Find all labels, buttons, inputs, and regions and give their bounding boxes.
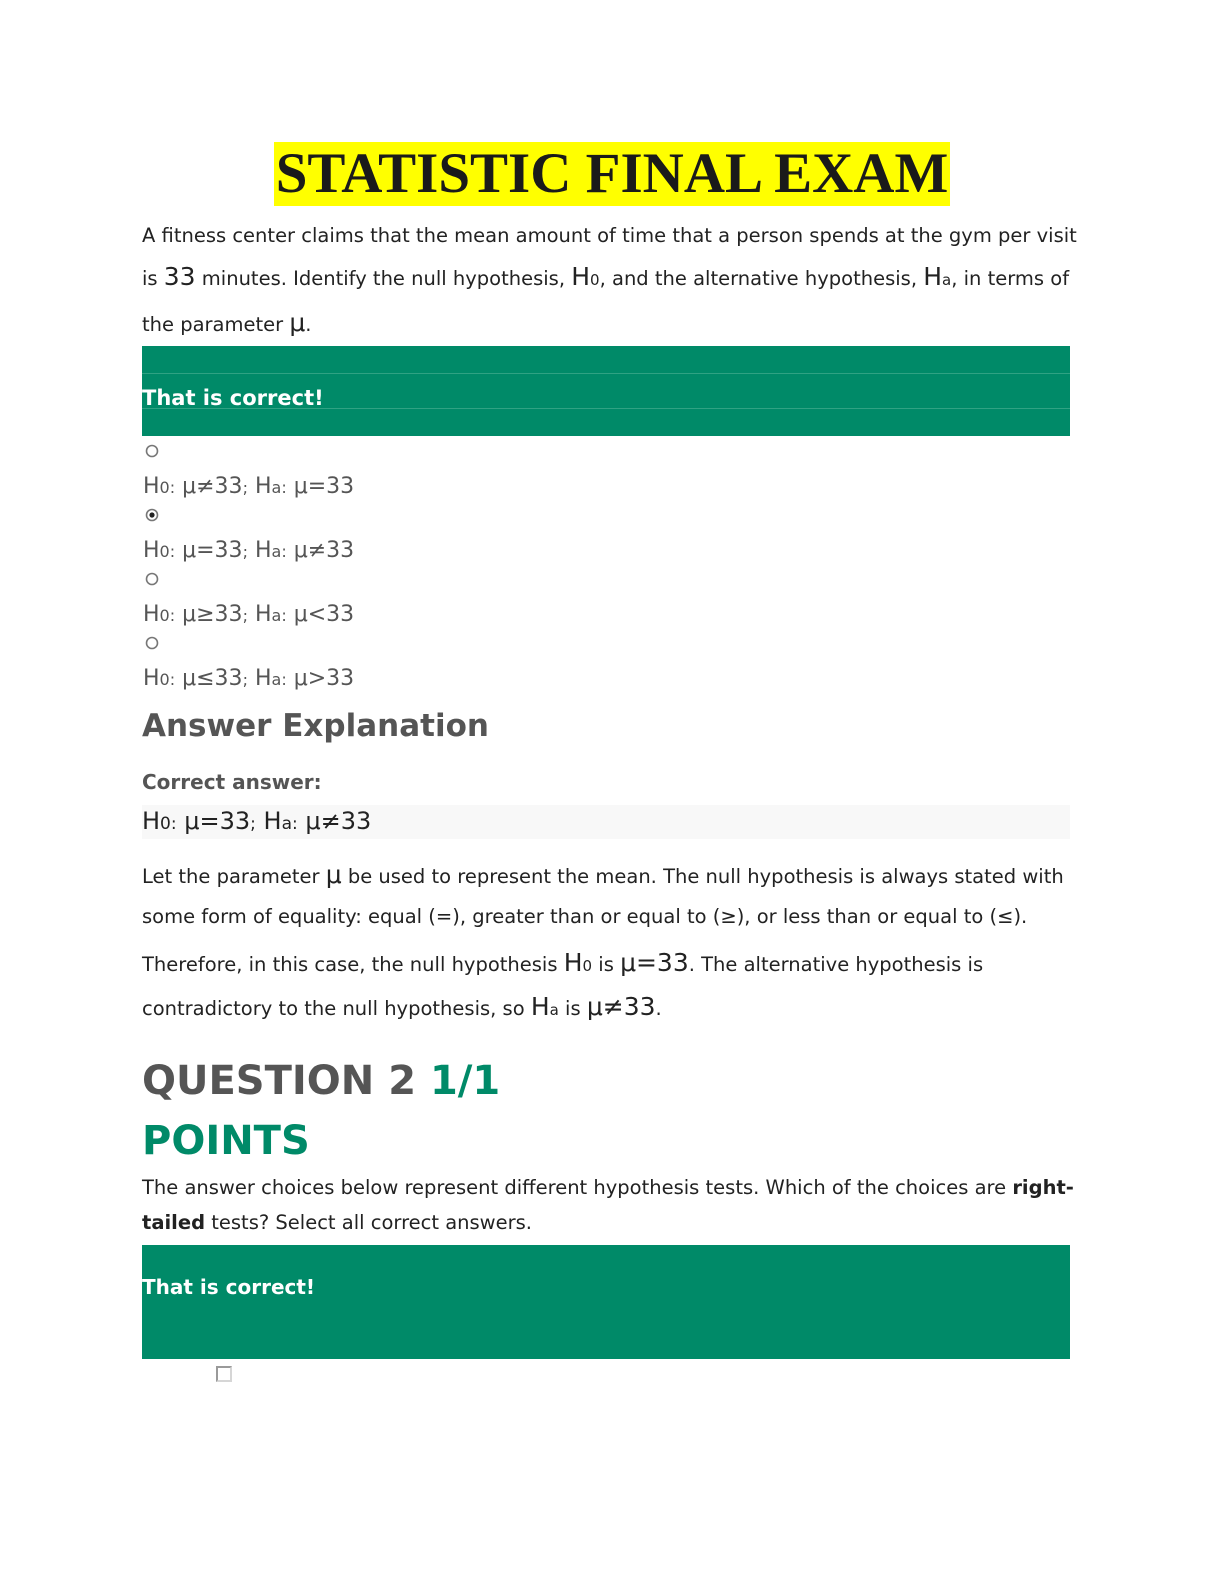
explanation-line3-text-a: Therefore, in this case, the null hypothesis xyxy=(142,953,564,976)
question2-label: QUESTION 2 xyxy=(142,1058,430,1104)
option-ha-subscript: a xyxy=(271,542,282,561)
explanation-line3-text-c: . The alternative hypothesis is xyxy=(688,953,984,976)
option-h0-symbol: H xyxy=(143,538,160,563)
option-ha-subscript: a xyxy=(271,670,282,689)
answer-h0-subscript: 0 xyxy=(160,814,171,834)
question1-text-line3 xyxy=(142,308,1072,337)
feedback-banner-q2 xyxy=(142,1245,1070,1359)
answer-ha-symbol: H xyxy=(263,807,282,835)
option-h0-subscript: 0 xyxy=(159,478,170,497)
option-h0-symbol: H xyxy=(143,666,160,691)
feedback-message: That is correct! xyxy=(142,1275,316,1299)
feedback-banner-q1 xyxy=(142,346,1070,436)
null-hypothesis-subscript: 0 xyxy=(582,957,593,975)
question2-line1-text: The answer choices below represent different hypothesis tests. Which of the choices are xyxy=(142,1176,1013,1199)
option-3-ha: μ<33 xyxy=(293,602,355,627)
question2-line2-bold: tailed xyxy=(142,1211,206,1234)
explanation-line3-text-b: is xyxy=(592,953,621,976)
alt-hypothesis-subscript: a xyxy=(942,271,952,289)
option-4-ha: μ>33 xyxy=(293,666,355,691)
null-hypothesis-symbol: H xyxy=(563,948,583,977)
answer-semicolon: ; xyxy=(250,814,256,834)
answer-ha-value: μ≠33 xyxy=(305,807,372,835)
option-ha-symbol: H xyxy=(254,602,272,627)
page-title: STATISTIC FINAL EXAM xyxy=(275,142,949,205)
option-1-ha: μ=33 xyxy=(293,474,355,499)
question2-text-line2 xyxy=(142,1211,1072,1234)
option-ha-symbol: H xyxy=(254,666,272,691)
radio-option-2-selected[interactable] xyxy=(145,508,159,522)
correct-answer-text xyxy=(142,807,371,835)
option-2-h0: μ=33 xyxy=(182,538,243,563)
question1-text-line1 xyxy=(142,224,1077,247)
option-h0-subscript: 0 xyxy=(159,542,170,561)
answer-colon: : xyxy=(292,814,298,834)
question1-line3-text-b: . xyxy=(305,313,312,336)
explanation-line4-text-a: contradictory to the null hypothesis, so xyxy=(142,997,531,1020)
option-colon: : xyxy=(169,478,176,497)
option-ha-subscript: a xyxy=(271,606,282,625)
checkbox-option-1[interactable] xyxy=(216,1366,232,1382)
alt-hypothesis-symbol: H xyxy=(923,262,943,291)
option-colon: : xyxy=(169,670,176,689)
option-colon: : xyxy=(281,542,287,561)
option-semicolon: ; xyxy=(242,606,248,625)
question1-line2-text-b: minutes. Identify the null hypothesis, xyxy=(195,267,572,290)
answer-colon: : xyxy=(170,814,177,834)
option-4-label xyxy=(143,666,354,691)
option-1-label xyxy=(143,474,354,499)
option-colon: : xyxy=(281,606,287,625)
null-hypothesis-symbol: H xyxy=(571,262,591,291)
question1-text-line2 xyxy=(142,262,1072,291)
alt-hypothesis-value: μ≠33 xyxy=(586,992,656,1021)
mu-symbol: μ xyxy=(289,308,306,337)
explanation-line4 xyxy=(142,992,1072,1021)
question1-number: 33 xyxy=(163,262,196,291)
question1-line3-text-a: the parameter xyxy=(142,313,290,336)
correct-answer-label: Correct answer: xyxy=(142,770,322,794)
option-colon: : xyxy=(169,542,176,561)
question1-line2-text-a: is xyxy=(142,267,164,290)
option-h0-subscript: 0 xyxy=(159,670,170,689)
option-colon: : xyxy=(169,606,176,625)
radio-option-4[interactable] xyxy=(145,636,159,650)
option-ha-symbol: H xyxy=(254,538,272,563)
option-ha-symbol: H xyxy=(254,474,272,499)
question2-line2-text: tests? Select all correct answers. xyxy=(205,1211,533,1234)
option-semicolon: ; xyxy=(242,478,248,497)
explanation-line1-text-a: Let the parameter xyxy=(142,865,326,888)
option-semicolon: ; xyxy=(242,670,248,689)
option-3-h0: μ≥33 xyxy=(182,602,243,627)
feedback-message: That is correct! xyxy=(142,386,324,410)
alt-hypothesis-symbol: H xyxy=(530,992,550,1021)
question2-line1-bold: right- xyxy=(1012,1176,1074,1199)
option-1-h0: μ≠33 xyxy=(182,474,243,499)
mu-symbol: μ xyxy=(325,860,342,889)
question2-points: POINTS xyxy=(142,1118,310,1164)
null-hypothesis-subscript: 0 xyxy=(590,271,600,289)
correct-answer-row xyxy=(142,805,1070,839)
radio-option-3[interactable] xyxy=(145,572,159,586)
question1-line2-text-d: , in terms of xyxy=(951,267,1070,290)
question2-score: 1/1 xyxy=(429,1058,501,1104)
answer-h0-value: μ=33 xyxy=(184,807,251,835)
explanation-line4-text-b: is xyxy=(558,997,587,1020)
title-container xyxy=(0,142,1224,206)
option-colon: : xyxy=(281,478,287,497)
alt-hypothesis-subscript: a xyxy=(549,1001,559,1019)
option-4-h0: μ≤33 xyxy=(182,666,243,691)
question2-heading xyxy=(142,1058,500,1104)
option-2-label xyxy=(143,538,354,563)
option-h0-symbol: H xyxy=(143,474,160,499)
question1-line1-text: A fitness center claims that the mean amount of time that a person spends at the gym per visit xyxy=(142,224,1077,247)
radio-option-1[interactable] xyxy=(145,444,159,458)
option-colon: : xyxy=(281,670,287,689)
explanation-line1 xyxy=(142,860,1072,889)
option-semicolon: ; xyxy=(242,542,248,561)
explanation-line1-text-b: be used to represent the mean. The null hypothesis is always stated with xyxy=(341,865,1064,888)
answer-ha-subscript: a xyxy=(281,814,293,834)
question1-line2-text-c: , and the alternative hypothesis, xyxy=(599,267,924,290)
explanation-line2 xyxy=(142,905,1072,928)
option-h0-subscript: 0 xyxy=(159,606,170,625)
explanation-line3 xyxy=(142,948,1072,977)
answer-explanation-heading: Answer Explanation xyxy=(142,708,489,744)
null-hypothesis-value: μ=33 xyxy=(620,948,689,977)
question2-text-line1 xyxy=(142,1176,1072,1199)
option-h0-symbol: H xyxy=(143,602,160,627)
option-2-ha: μ≠33 xyxy=(293,538,355,563)
option-ha-subscript: a xyxy=(271,478,282,497)
option-3-label xyxy=(143,602,354,627)
answer-h0-symbol: H xyxy=(142,807,161,835)
explanation-line2-text: some form of equality: equal (=), greater than or equal to (≥), or less than or equal to (≤). xyxy=(142,905,1028,928)
explanation-line4-text-c: . xyxy=(655,997,662,1020)
banner-divider xyxy=(142,373,1070,374)
